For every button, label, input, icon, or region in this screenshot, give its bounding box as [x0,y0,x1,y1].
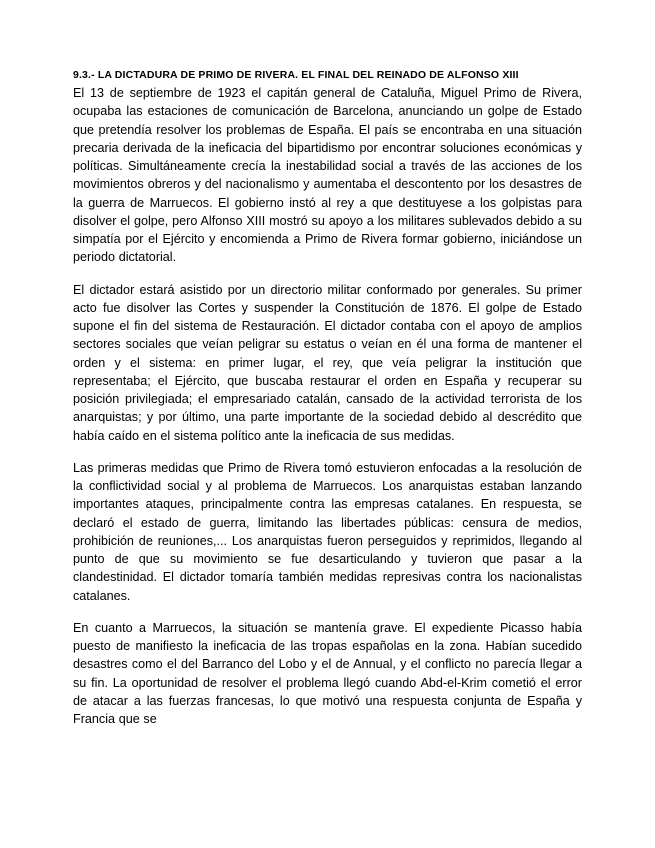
paragraph-3: Las primeras medidas que Primo de Rivera tomó estuvieron enfocadas a la resolución de la conflictividad social y al problema de Marruecos. Los anarquistas estaban lanzando importantes ataques, principalmente contra las empresas catalanes. En respuesta, se declaró el estado de guerra, limitando las libertades públicas: censura de medios, prohibición de reuniones,... Los anarquistas fueron perseguidos y reprimidos, llegando al punto de que su movimiento se fue desarticulando y tuvieron que pasar a la clandestinidad. El dictador tomaría también medidas represivas contra los nacionalistas catalanes. [73,460,582,603]
paragraph-2: El dictador estará asistido por un directorio militar conformado por generales. Su primer acto fue disolver las Cortes y suspender la Constitución de 1876. El golpe de Estado supone el fin del sistema de Restauración. El dictador contaba con el apoyo de amplios sectores sociales que veían peligrar su estatus o veían en él una forma de mantener el orden y el sistema: en primer lugar, el rey, que veía peligrar la institución que representaba; el Ejército, que buscaba restaurar el orden en España y recuperar su posición privilegiada; el empresariado catalán, cansado de la actividad terrorista de los anarquistas; y por último, una parte importante de la sociedad debido al descrédito que había caído en el sistema político ante la ineficacia de sus medidas. [73,282,582,443]
document-title: 9.3.- LA DICTADURA DE PRIMO DE RIVERA. EL FINAL DEL REINADO DE ALFONSO XIII [73,69,519,81]
paragraph-1: El 13 de septiembre de 1923 el capitán general de Cataluña, Miguel Primo de Rivera, ocupaba las estaciones de comunicación de Barcelona, anunciando un golpe de Estado que pretendía resolver los problemas de España. El país se encontraba en una situación precaria derivada de la ineficacia del bipartidismo por encontrar soluciones económicas y políticas. Simultáneamente crecía la inestabilidad social a través de las acciones de los movimientos obreros y del nacionalismo y aumentaba el descontento por los desastres de la guerra de Marruecos. El gobierno instó al rey a que destituyese a los golpistas para disolver el golpe, pero Alfonso XIII mostró su apoyo a los militares sublevados debido a su simpatía por el Ejército y encomienda a Primo de Rivera formar gobierno, iniciándose un periodo dictatorial. [73,86,582,265]
paragraph-4: En cuanto a Marruecos, la situación se mantenía grave. El expediente Picasso había puesto de manifiesto la ineficacia de las tropas españolas en la zona. Habían sucedido desastres como el del Barranco del Lobo y el de Annual, y el conflicto no parecía llegar a su fin. La oportunidad de resolver el problema llegó cuando Abd-el-Krim cometió el error de atacar a las fuerzas francesas, lo que motivó una respuesta conjunta de España y Francia que se [73,620,582,727]
